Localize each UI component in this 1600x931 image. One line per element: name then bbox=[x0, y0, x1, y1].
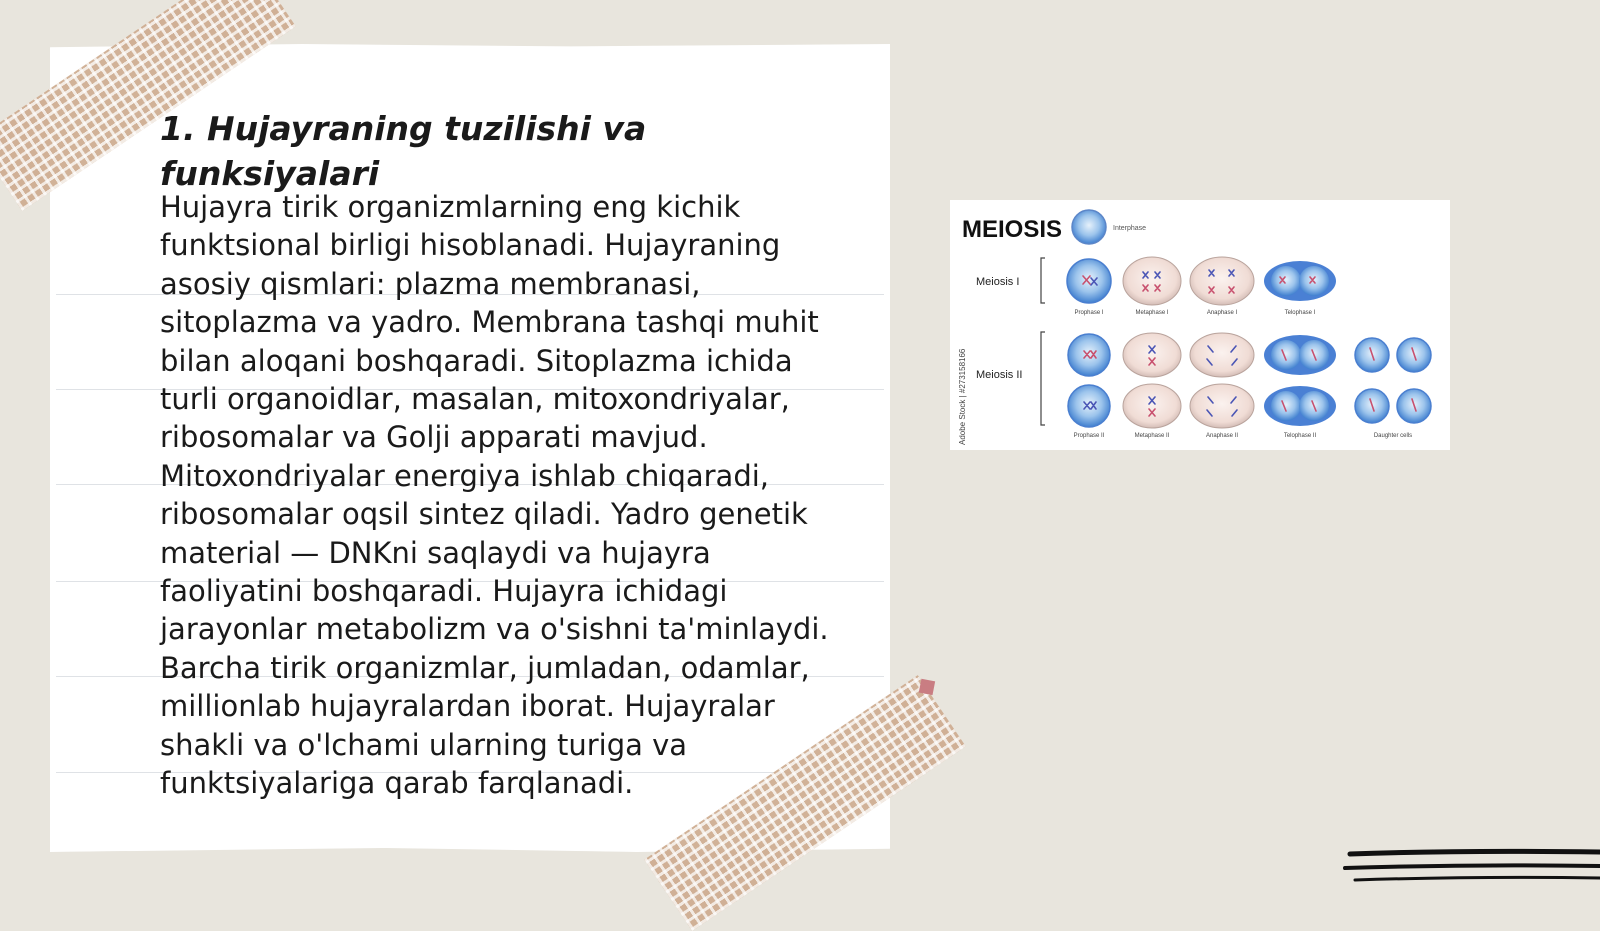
slide-content bbox=[160, 106, 850, 803]
slide-body-text: Hujayra tirik organizmlarning eng kichik funktsional birligi hisoblanadi. Hujayraning asosiy qismlari: plazma membranasi, sitoplazma va yadro. Membrana tashqi muhit bilan aloqani boshqaradi. Sitoplazma ichida turli organoidlar, masalan, mitoxondriyalar, ribosomalar va Golji apparati mavjud. Mitoxondriyalar energiya ishlab chiqaradi, ribosomalar oqsil sintez qiladi. Yadro genetik material — DNKni saqlaydi va hujayra faoliyatini boshqaradi. Hujayra ichidagi jarayonlar metabolizm va o'sishni ta'minlaydi. Barcha tirik organizmlar, jumladan, odamlar, millionlab hujayralardan iborat. Hujayralar shakli va o'lchami ularning turiga va funktsiyalariga qarab farqlanadi. bbox=[160, 190, 829, 801]
prophase-2-cell-icon bbox=[1068, 334, 1110, 376]
stage-label: Prophase I bbox=[1074, 310, 1104, 316]
telophase-1-cell-icon bbox=[1264, 261, 1336, 301]
stage-label: Telophase II bbox=[1283, 433, 1317, 439]
stage-label: Anaphase II bbox=[1205, 433, 1239, 439]
brush-strokes-decoration bbox=[1340, 848, 1600, 888]
meiosis-1-label: Meiosis I bbox=[976, 276, 1020, 288]
stage-label: Daughter cells bbox=[1373, 433, 1413, 439]
figure-heading: MEIOSIS bbox=[962, 216, 1063, 243]
slide-title: 1. Hujayraning tuzilishi va funksiyalari bbox=[160, 109, 647, 193]
meiosis-1-bracket bbox=[1041, 258, 1045, 303]
stock-watermark: Adobe Stock | #273158166 bbox=[958, 348, 967, 445]
meiosis-2-label: Meiosis II bbox=[976, 369, 1023, 381]
telophase-2-cell-icon bbox=[1264, 386, 1336, 426]
metaphase-2-cell-icon bbox=[1123, 333, 1181, 377]
metaphase-2-cell-icon bbox=[1123, 384, 1181, 428]
meiosis-diagram bbox=[950, 200, 1450, 450]
telophase-2-cell-icon bbox=[1264, 335, 1336, 375]
stage-label: Metaphase I bbox=[1135, 310, 1169, 316]
stage-label: Telophase I bbox=[1284, 310, 1316, 316]
stage-label: Anaphase I bbox=[1206, 310, 1238, 316]
metaphase-1-cell-icon bbox=[1123, 257, 1181, 305]
prophase-1-cell-icon bbox=[1067, 259, 1111, 303]
interphase-cell-icon bbox=[1072, 210, 1106, 244]
stage-label: Prophase II bbox=[1073, 433, 1105, 439]
tape-tip bbox=[919, 679, 935, 695]
meiosis-2-bracket bbox=[1041, 332, 1045, 425]
stage-label: Metaphase II bbox=[1134, 433, 1170, 439]
interphase-label: Interphase bbox=[1113, 225, 1147, 232]
anaphase-1-cell-icon bbox=[1190, 257, 1254, 305]
anaphase-2-cell-icon bbox=[1190, 384, 1254, 428]
anaphase-2-cell-icon bbox=[1190, 333, 1254, 377]
prophase-2-cell-icon bbox=[1068, 385, 1110, 427]
